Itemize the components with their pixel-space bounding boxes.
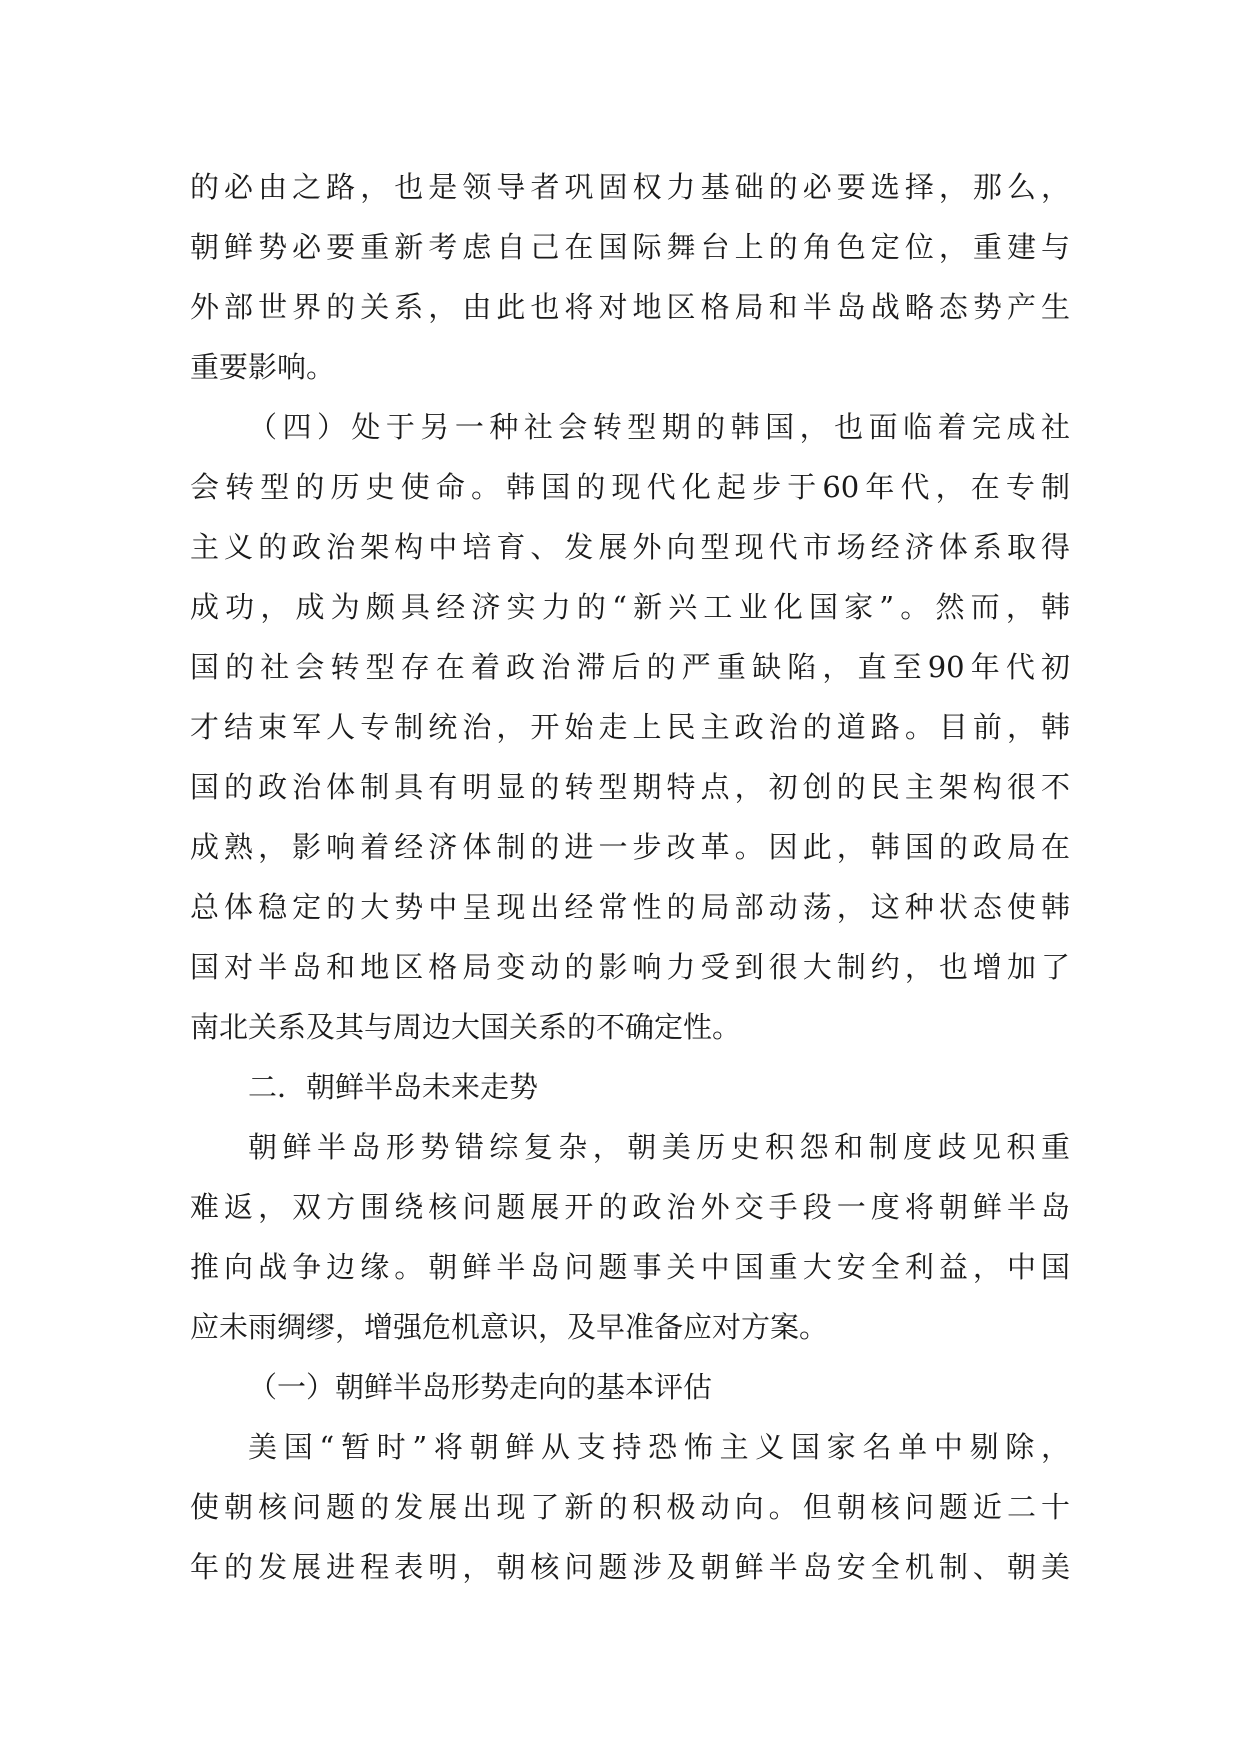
text-line: 的必由之路，也是领导者巩固权力基础的必要选择，那么， (190, 170, 1070, 204)
text-line: 应未雨绸缪，增强危机意识，及早准备应对方案。 (190, 1310, 829, 1344)
text-line: 朝鲜势必要重新考虑自己在国际舞台上的角色定位，重建与 (190, 230, 1070, 264)
text-line: 使朝核问题的发展出现了新的积极动向。但朝核问题近二十 (190, 1490, 1070, 1524)
subsection-heading: （一）朝鲜半岛形势走向的基本评估 (248, 1370, 713, 1404)
text-line: 重要影响。 (190, 350, 336, 384)
text-line: 推向战争边缘。朝鲜半岛问题事关中国重大安全利益，中国 (190, 1250, 1070, 1284)
paragraph-start-line: 朝鲜半岛形势错综复杂，朝美历史积怨和制度歧见积重 (248, 1130, 1070, 1164)
text-line: 国的社会转型存在着政治滞后的严重缺陷，直至90年代初 (190, 650, 1070, 684)
text-line: 南北关系及其与周边大国关系的不确定性。 (190, 1010, 742, 1044)
paragraph-start-line: 美国“暂时”将朝鲜从支持恐怖主义国家名单中剔除， (248, 1430, 1070, 1464)
text-line: 成熟，影响着经济体制的进一步改革。因此，韩国的政局在 (190, 830, 1070, 864)
text-line: 会转型的历史使命。韩国的现代化起步于60年代，在专制 (190, 470, 1070, 504)
text-line: 主义的政治架构中培育、发展外向型现代市场经济体系取得 (190, 530, 1070, 564)
text-line: 国的政治体制具有明显的转型期特点，初创的民主架构很不 (190, 770, 1070, 804)
paragraph-start-line: （四）处于另一种社会转型期的韩国，也面临着完成社 (248, 410, 1070, 444)
text-line: 难返，双方围绕核问题展开的政治外交手段一度将朝鲜半岛 (190, 1190, 1070, 1224)
text-line: 总体稳定的大势中呈现出经常性的局部动荡，这种状态使韩 (190, 890, 1070, 924)
section-heading: 二．朝鲜半岛未来走势 (248, 1070, 539, 1104)
text-line: 年的发展进程表明，朝核问题涉及朝鲜半岛安全机制、朝美 (190, 1550, 1070, 1584)
text-line: 才结束军人专制统治，开始走上民主政治的道路。目前，韩 (190, 710, 1070, 744)
text-line: 成功，成为颇具经济实力的“新兴工业化国家”。然而，韩 (190, 590, 1070, 624)
document-body (190, 157, 1070, 1597)
text-line: 外部世界的关系，由此也将对地区格局和半岛战略态势产生 (190, 290, 1070, 324)
text-line: 国对半岛和地区格局变动的影响力受到很大制约，也增加了 (190, 950, 1070, 984)
